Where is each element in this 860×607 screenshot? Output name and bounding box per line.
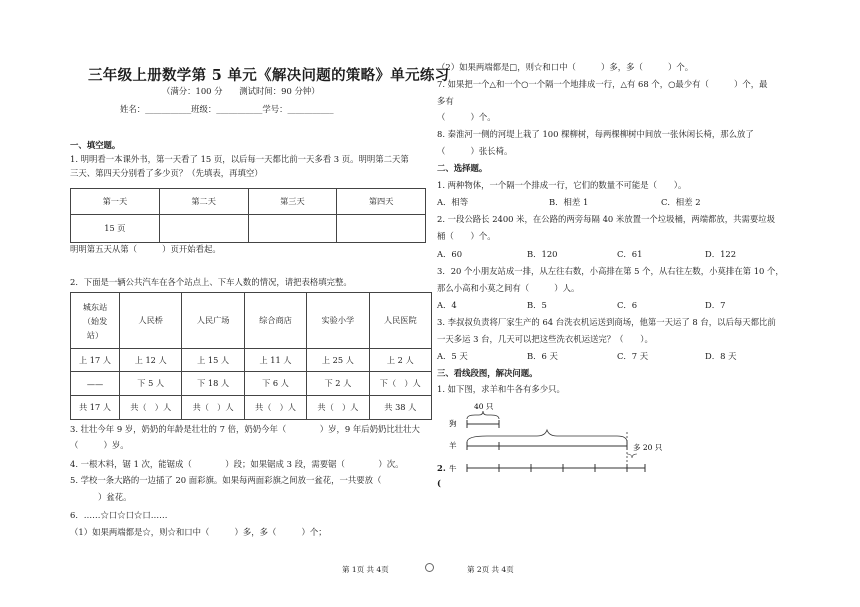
table2-cell: 上 11 人: [244, 349, 306, 372]
q1-line1: 1. 明明看一本课外书，第一天看了 15 页，以后每一天都比前一天多看 3 页。明明第二天第: [70, 154, 409, 164]
option[interactable]: B．5: [527, 300, 547, 310]
option[interactable]: C．相差 2: [661, 197, 701, 207]
table2-cell: 下 6 人: [244, 372, 306, 396]
table2-cell: 上 15 人: [182, 349, 244, 372]
q7-line2: 多有: [437, 96, 454, 106]
table1-header: 第三天: [248, 189, 337, 215]
table1-cell[interactable]: [248, 215, 337, 243]
table1-cell[interactable]: [159, 215, 248, 243]
option[interactable]: A．5 天: [437, 351, 468, 361]
choice-q2-line1: 2. 一段公路长 2400 米，在公路的两旁每隔 40 米放置一个垃圾桶，两端都放，共需要垃圾: [437, 214, 776, 224]
table2-cell: 下 18 人: [182, 372, 244, 396]
q6-2-text: （2）如果两端都是□，则☆和口中（ ）多，多（ ）个。: [437, 62, 694, 72]
section1-heading: 一、填空题。: [70, 140, 121, 150]
table1-cell: 15 页: [71, 215, 160, 243]
option[interactable]: C．7 天: [617, 351, 649, 361]
option[interactable]: A．4: [437, 300, 457, 310]
table2-header: 综合商店: [244, 293, 306, 349]
table2-cell: 上 2 人: [369, 349, 431, 372]
option[interactable]: D．8 天: [705, 351, 737, 361]
q3-line1: 3. 壮壮今年 9 岁，奶奶的年龄是壮壮的 7 倍，奶奶今年（ ）岁，9 年后奶奶比壮壮大: [70, 424, 420, 434]
choice-q3-line2: 那么小高和小莫之间有（ ）人。: [437, 283, 580, 293]
label-40: 40 只: [474, 402, 494, 411]
table2-cell[interactable]: 共（ ）人: [120, 396, 182, 420]
right-page: [437, 0, 789, 607]
table2-cell: 上 17 人: [71, 349, 120, 372]
label-20: 多 20 只: [633, 443, 663, 452]
choice-q1: 1. 两种物体，一个隔一个排成一行，它们的数量不可能是（ ）。: [437, 180, 687, 190]
table2-header: 实验小学: [307, 293, 369, 349]
bus-table: [70, 292, 432, 420]
choice-q4-line1: 3. 李叔叔负责将厂家生产的 64 台洗衣机运送到商场，他第一天运了 8 台，以后每天都比前: [437, 317, 776, 327]
label-sheep: 羊: [449, 441, 457, 450]
segment-diagram: [437, 400, 667, 480]
table2-cell[interactable]: 下（ ）人: [369, 372, 431, 396]
worksheet-title: 三年级上册数学第 5 单元《解决问题的策略》单元练习: [88, 67, 450, 84]
option[interactable]: D．7: [705, 300, 726, 310]
brace-20: [627, 454, 637, 458]
page-center-circle-icon: [425, 563, 434, 572]
option[interactable]: C．6: [617, 300, 638, 310]
q6-1-text: （1）如果两端都是☆，则☆和口中（ ）多，多（ ）个；: [70, 527, 327, 537]
table1-cell[interactable]: [337, 215, 426, 243]
choice-q2-line2: 桶（ ）个。: [437, 231, 496, 241]
q8-line1: 8. 秦淮河一侧的河堤上栽了 100 棵柳树，每两棵柳树中间放一张休闲长椅，那么放了: [437, 129, 754, 139]
reading-table: [70, 188, 426, 243]
brace-sheep: [467, 430, 627, 442]
choice-q3-options: [437, 300, 725, 311]
student-info-line: 姓名：___________班级：___________学号：___________: [120, 104, 334, 114]
table2-header: 人民广场: [182, 293, 244, 349]
question-2-paren: (: [437, 478, 441, 488]
table1-header: 第四天: [337, 189, 426, 215]
table2-cell: 共 38 人: [369, 396, 431, 420]
table2-cell: 上 25 人: [307, 349, 369, 372]
option[interactable]: B．120: [527, 249, 558, 259]
table1-header: 第二天: [159, 189, 248, 215]
table2-cell: ——: [71, 372, 120, 396]
table2-header: 城东站 （始发 站）: [71, 293, 120, 349]
q6-text: 6．……☆口☆口☆口……: [70, 510, 168, 520]
q3-line2: （ ）岁。: [70, 440, 129, 450]
table2-cell[interactable]: 共（ ）人: [244, 396, 306, 420]
question-2-number: 2.: [437, 463, 446, 473]
choice-q3-line1: 3．20 个小朋友站成一排，从左往右数，小高排在第 5 个，从右往左数，小莫排在第 10 个，: [437, 266, 784, 276]
footer-left: 第 1页 共 4页: [342, 565, 389, 574]
section3-heading: 三、看线段图，解决问题。: [437, 368, 538, 378]
table1-header: 第一天: [71, 189, 160, 215]
option[interactable]: B．相差 1: [549, 197, 589, 207]
q2-text: 2．下面是一辆公共汽车在各个站点上、下车人数的情况，请把表格填完整。: [70, 277, 352, 287]
table2-header: 人民医院: [369, 293, 431, 349]
choice-q4-line2: 一天多运 3 台，几天可以把这些洗衣机运送完？（ ）。: [437, 334, 653, 344]
q1-after: 明明第五天从第（ ）页开始看起。: [70, 244, 221, 254]
q1-line2: 三天、第四天分别看了多少页？（先填表，再填空）: [70, 168, 263, 178]
choice-q4-options: [437, 351, 736, 362]
q7-line1: 7. 如果把一个△和一个○一个隔一个地排成一行，△有 68 个，○最少有（ ）个，最: [437, 79, 768, 89]
meta-line: （满分：100 分 测试时间：90 分钟）: [162, 86, 320, 96]
table2-cell: 下 2 人: [307, 372, 369, 396]
footer-right: 第 2页 共 4页: [467, 565, 514, 574]
table2-cell[interactable]: 共（ ）人: [182, 396, 244, 420]
table2-cell: 共 17 人: [71, 396, 120, 420]
table2-cell[interactable]: 共（ ）人: [307, 396, 369, 420]
q7-line3: （ ）个。: [437, 112, 496, 122]
table2-cell: 上 12 人: [120, 349, 182, 372]
option[interactable]: B．6 天: [527, 351, 558, 361]
choice-q2-options: [437, 249, 736, 260]
table2-cell: 下 5 人: [120, 372, 182, 396]
option[interactable]: A．60: [437, 249, 463, 259]
table2-header: 人民桥: [120, 293, 182, 349]
brace-40: [467, 411, 499, 419]
q8-line2: （ ）张长椅。: [437, 146, 513, 156]
q5-line2: ）盆花。: [98, 492, 132, 502]
choice-q1-options: [437, 197, 701, 208]
option[interactable]: D．122: [705, 249, 737, 259]
label-cow: 牛: [449, 464, 457, 473]
option[interactable]: C．61: [617, 249, 643, 259]
section2-heading: 二、选择题。: [437, 163, 488, 173]
q4-text: 4. 一根木料，锯 1 次，能锯成（ ）段；如果锯成 3 段，需要锯（ ）次。: [70, 459, 404, 469]
diagram-question: 1. 如下图，求羊和牛各有多少只。: [437, 384, 565, 394]
q5-line1: 5. 学校一条大路的一边插了 20 面彩旗。如果每两面彩旗之间放一盆花，一共要放（: [70, 475, 382, 485]
option[interactable]: A．相等: [437, 197, 469, 207]
label-dog: 狗: [449, 419, 457, 428]
